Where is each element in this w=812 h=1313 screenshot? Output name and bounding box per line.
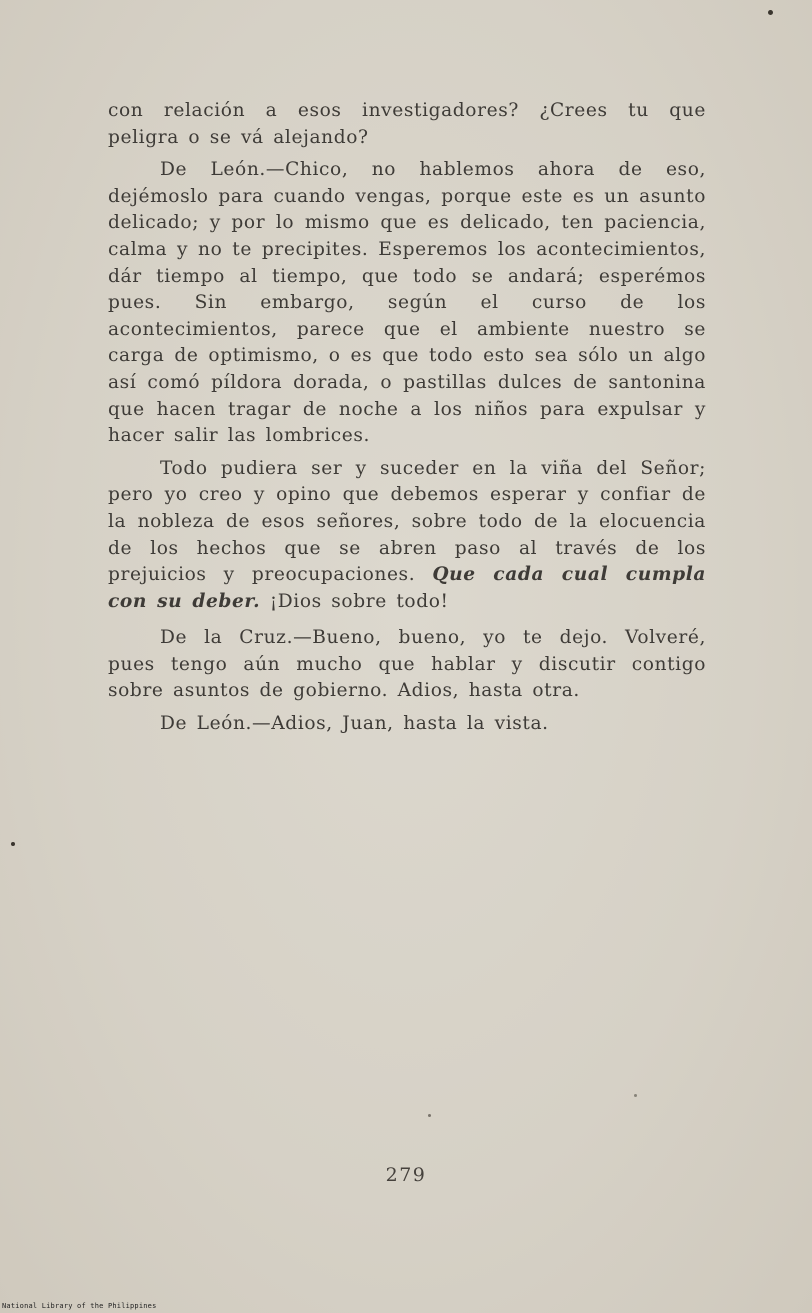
paragraph-closing: ¡Dios sobre todo!	[269, 590, 449, 612]
scan-speck-mark	[428, 1114, 431, 1117]
paragraph-continuation: con relación a esos investigadores? ¿Crees tu que peligra o se vá alejando?	[108, 100, 706, 148]
page-body-text	[108, 98, 706, 738]
scan-speck-mark	[11, 842, 15, 846]
paragraph-de-la-cruz: De la Cruz.—Bueno, bueno, yo te dejo. Volveré, pues tengo aún mucho que hablar y discutir contigo sobre asuntos de gobierno. Adios, hasta otra.	[108, 627, 706, 702]
emphasized-phrase: Que cada cual cumpla con su deber.	[108, 564, 707, 612]
paragraph-text: Todo pudiera ser y suceder en la viña del Señor; pero yo creo y opino que debemos esperar y confiar de la nobleza de esos señores, sobre todo de la elocuencia de los hechos que se abren paso al través de los prejuicios y preocupaciones.	[108, 457, 706, 586]
paragraph-de-leon-continued	[108, 456, 706, 616]
scan-speck-mark	[768, 10, 773, 15]
page-number: 279	[385, 1164, 427, 1186]
paragraph-de-leon-farewell: De León.—Adios, Juan, hasta la vista.	[160, 713, 549, 735]
paragraph-de-leon-reply: De León.—Chico, no hablemos ahora de eso, dejémoslo para cuando vengas, porque este es un asunto delicado; y por lo mismo que es delicado, ten paciencia, calma y no te precipites. Esperemos los acontecimientos, dár tiempo al tiempo, que todo se andará; esperémos pues. Sin embargo, según el curso de los acontecimientos, parece que el ambiente nuestro se carga de optimismo, o es que todo esto sea sólo un algo así comó píldora dorada, o pastillas dulces de santonina que hacen tragar de noche a los niños para expulsar y hacer salir las lombrices.	[108, 159, 706, 447]
scan-speck-mark	[634, 1094, 637, 1097]
library-credit: National Library of the Philippines	[2, 1302, 157, 1310]
